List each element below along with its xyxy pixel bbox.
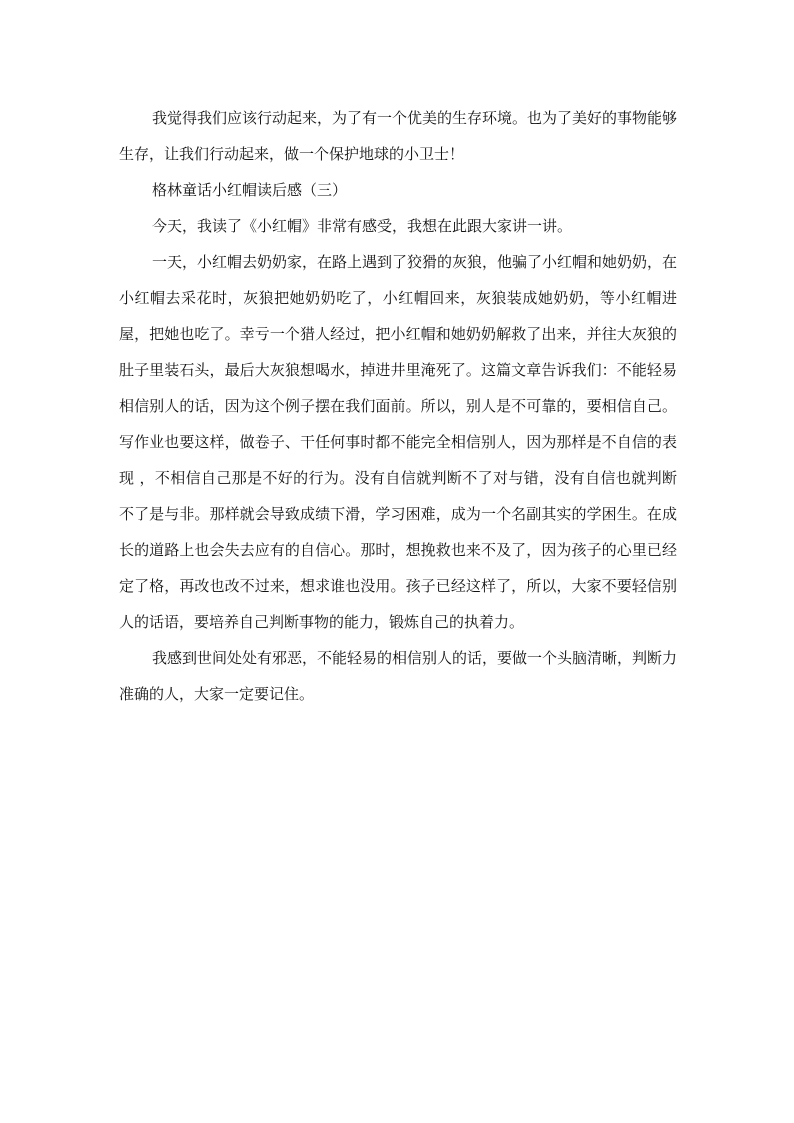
paragraph-story: 一天，小红帽去奶奶家，在路上遇到了狡猾的灰狼，他骗了小红帽和她奶奶，在小红帽去采花时，灰狼把她奶奶吃了，小红帽回来，灰狼装成她奶奶，等小红帽进屋，把她也吃了。幸亏一个猎人经过，把小红帽和她奶奶解救了出来，并往大灰狼的肚子里装石头，最后大灰狼想喝水，掉进井里淹死了。这篇文章告诉我们：不能轻易相信别人的话，因为这个例子摆在我们面前。所以，别人是不可靠的，要相信自己。写作业也要这样，做卷子、干任何事时都不能完全相信别人，因为那样是不自信的表现 ，不相信自己那是不好的行为。没有自信就判断不了对与错，没有自信也就判断不了是与非。那样就会导致成绩下滑，学习困难，成为一个名副其实的学困生。在成长的道路上也会失去应有的自信心。那时，想挽救也来不及了，因为孩子的心里已经定了格，再改也改不过来，想求谁也没用。孩子已经这样了，所以，大家不要轻信别人的话语，要培养自己判断事物的能力，锻炼自己的执着力。	[119, 253, 678, 631]
paragraph-conclusion: 我觉得我们应该行动起来，为了有一个优美的生存环境。也为了美好的事物能够生存，让我们行动起来，做一个保护地球的小卫士！	[119, 109, 678, 163]
section-heading: 格林童话小红帽读后感（三）	[152, 181, 348, 199]
paragraph-closing: 我感到世间处处有邪恶，不能轻易的相信别人的话，要做一个头脑清晰，判断力准确的人，大家一定要记住。	[119, 649, 678, 703]
document-body	[119, 100, 677, 712]
paragraph-intro: 今天，我读了《小红帽》非常有感受，我想在此跟大家讲一讲。	[152, 217, 573, 235]
